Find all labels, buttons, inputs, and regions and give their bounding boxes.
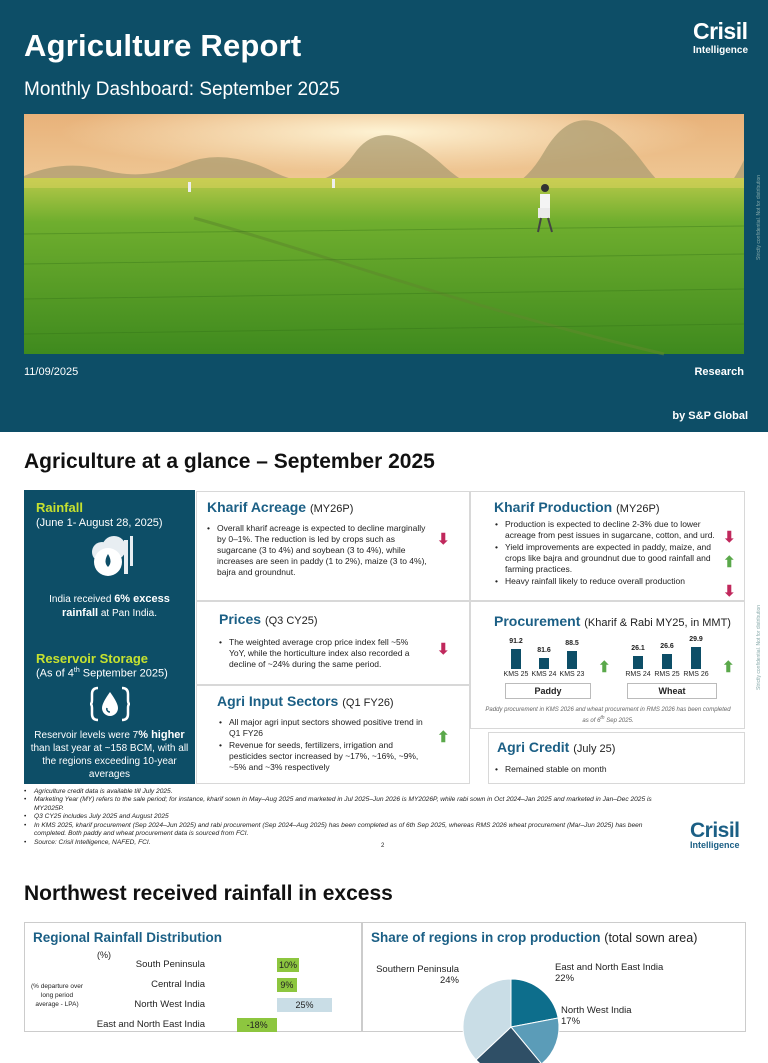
- procurement-category-label: KMS 25: [503, 671, 529, 678]
- agri-credit-card: [488, 732, 745, 784]
- pie-label: East and North East India 22%: [555, 962, 664, 984]
- crisil-logo: [690, 820, 740, 851]
- arrow-down-icon: ⬇: [437, 641, 450, 658]
- kharif-acreage-card: [196, 491, 470, 601]
- procurement-bar: [633, 656, 643, 669]
- bullet: • Remained stable on month: [493, 764, 733, 775]
- arrow-down-icon: ⬇: [723, 583, 736, 600]
- arrow-down-icon: ⬇: [723, 529, 736, 546]
- procurement-bar: [567, 651, 577, 669]
- wheat-group-label: Wheat: [627, 683, 717, 699]
- arrow-down-icon: ⬇: [437, 531, 450, 548]
- bullet: • Overall kharif acreage is expected to decline marginally by 0–1%. The reduction is led by crops such as sugarcane (3 to 4%) and soybean (3 to 4%), while increases are seen in paddy (1 to 2%), maize (3 to 4%), bajra and groundnut.: [205, 523, 427, 578]
- footnote: • Marketing Year (MY) refers to the sale period; for instance, kharif sown in May–Aug 2025 and marketed in Jul 2025–Jun 2026 is MY2026P, while rabi sown in Oct 2024–Jan 2025 and marketed in Jan–Dec 2025 is MY2025P.: [24, 796, 674, 813]
- procurement-value-label: 29.9: [689, 636, 703, 644]
- regional-rainfall-card: [24, 922, 362, 1032]
- procurement-value-label: 26.1: [631, 644, 645, 652]
- rainfall-text: India received 6% excess rainfall at Pan India.: [49, 593, 170, 620]
- arrow-up-icon: ⬆: [722, 659, 735, 676]
- cover-photo-field: [24, 114, 744, 354]
- confidential-note: Strictly confidential. Not for distribution: [756, 174, 762, 260]
- prices-card: [196, 601, 470, 685]
- logo-sub: Intelligence: [690, 840, 740, 850]
- procurement-category-label: RMS 25: [654, 671, 680, 678]
- procurement-category-label: KMS 23: [559, 671, 585, 678]
- rainfall-reservoir-panel: [24, 490, 195, 784]
- agri-input-title: Agri Input Sectors (Q1 FY26): [217, 693, 394, 709]
- rainfall-bar: 9%: [277, 978, 297, 992]
- procurement-value-label: 26.6: [660, 643, 674, 651]
- report-title: Agriculture Report: [24, 28, 302, 63]
- reservoir-title: Reservoir Storage: [36, 651, 148, 666]
- crop-share-title: Share of regions in crop production (total sown area): [371, 930, 698, 945]
- kharif-acreage-title: Kharif Acreage (MY26P): [207, 499, 354, 515]
- page-number: 2: [381, 843, 385, 849]
- procurement-card: [470, 601, 745, 729]
- bullet: • Production is expected to decline 2-3% due to lower acreage from pest issues in sugarcane, cotton, and urd.: [493, 519, 715, 541]
- kharif-acreage-bullets: [205, 523, 427, 579]
- procurement-bar: [539, 658, 549, 669]
- footnote: • In KMS 2025, kharif procurement (Sep 2024–Jun 2025) and rabi procurement (Sep 2024–Aug 2025) has been completed as of 6th Sep 2025, whereas RMS 2026 wheat procurement (Mar–Jun 2025) has been completed. Both paddy and wheat procurement data is sourced from FCI.: [24, 822, 674, 839]
- paddy-group-label: Paddy: [505, 683, 591, 699]
- rainfall-bar: 10%: [278, 960, 297, 970]
- procurement-value-label: 81.6: [537, 646, 551, 654]
- crisil-logo: [693, 20, 748, 56]
- kharif-production-title: Kharif Production (MY26P): [494, 499, 660, 515]
- rainfall-title: Rainfall: [36, 500, 83, 515]
- footnote: • Agriculture credit data is available till July 2025.: [24, 788, 674, 796]
- procurement-bar: [691, 647, 701, 669]
- crop-share-card: [362, 922, 746, 1032]
- report-date: 11/09/2025: [24, 366, 79, 378]
- glance-footnotes: [24, 788, 674, 847]
- prices-bullets: [217, 637, 427, 671]
- logo-sub: Intelligence: [692, 45, 748, 56]
- procurement-category-label: RMS 24: [625, 671, 651, 678]
- footnote: • Source: Crisil Intelligence, NAFED, FCI.: [24, 839, 674, 847]
- reservoir-period: (As of 4th September 2025): [36, 667, 168, 680]
- rainfall-period: (June 1- August 28, 2025): [36, 517, 163, 529]
- agri-input-card: [196, 685, 470, 784]
- arrow-up-icon: ⬆: [598, 659, 611, 676]
- procurement-value-label: 88.5: [565, 640, 579, 648]
- agri-credit-title: Agri Credit (July 25): [497, 739, 616, 755]
- bullet: • Revenue for seeds, fertilizers, irrigation and pesticides sector increased by ~17%, ~16%, ~9%, ~5% and ~3% respectively: [217, 740, 427, 773]
- regional-rainfall-unit: (%): [97, 950, 111, 960]
- rainfall-region-label: Central India: [151, 979, 205, 990]
- sp-global-label: by S&P Global: [672, 410, 748, 422]
- procurement-category-label: KMS 24: [531, 671, 557, 678]
- kharif-production-bullets: [493, 519, 715, 588]
- arrow-up-icon: ⬆: [723, 554, 736, 571]
- rain-cloud-icon: [84, 534, 136, 585]
- pie-label: North West India 17%: [561, 1005, 632, 1027]
- rainfall-region-label: North West India: [134, 999, 205, 1010]
- regional-axis-note: (% departure over long period average - LPA): [30, 983, 84, 1008]
- procurement-bar: [662, 654, 672, 669]
- procurement-value-label: 91.2: [509, 637, 523, 645]
- research-label: Research: [694, 366, 744, 378]
- bullet: • Yield improvements are expected in paddy, maize, and crops like bajra and groundnut due to good rainfall and farming practices.: [493, 542, 715, 575]
- cover-slide: [0, 0, 768, 432]
- procurement-bar: [511, 649, 521, 669]
- procurement-note: Paddy procurement in KMS 2026 and wheat procurement in RMS 2026 has been completed as of 6th Sep 2025.: [485, 707, 731, 724]
- rainfall-bar: 25%: [277, 998, 332, 1012]
- rainfall-region-label: East and North East India: [96, 1019, 205, 1030]
- procurement-title: Procurement (Kharif & Rabi MY25, in MMT): [494, 613, 731, 629]
- glance-heading: Agriculture at a glance – September 2025: [24, 450, 435, 473]
- pie-label: Southern Peninsula 24%: [376, 964, 459, 986]
- agri-credit-bullets: [493, 764, 733, 776]
- rainfall-bar: -18%: [237, 1018, 277, 1032]
- reservoir-text: Reservoir levels were 7% higher than last year at ~158 BCM, with all the regions exceeding 10-year averages: [30, 729, 189, 781]
- prices-title: Prices (Q3 CY25): [219, 611, 318, 627]
- bullet: • All major agri input sectors showed positive trend in Q1 FY26: [217, 717, 427, 739]
- kharif-production-card: [470, 491, 745, 601]
- arrow-up-icon: ⬆: [437, 729, 450, 746]
- footnote: • Q3 CY25 includes July 2025 and August 2025: [24, 813, 674, 821]
- bullet: • Heavy rainfall likely to reduce overall production: [493, 576, 715, 587]
- confidential-note: Strictly confidential. Not for distribution: [756, 604, 762, 690]
- regional-rainfall-title: Regional Rainfall Distribution: [33, 930, 223, 945]
- bullet: • The weighted average crop price index fell ~5% YoY, while the horticulture index also recorded a decline of ~24% during the same period.: [217, 637, 427, 670]
- rainfall-region-label: South Peninsula: [135, 959, 205, 970]
- procurement-category-label: RMS 26: [683, 671, 709, 678]
- report-subtitle: Monthly Dashboard: September 2025: [24, 79, 340, 100]
- northwest-heading: Northwest received rainfall in excess: [24, 882, 393, 905]
- agri-input-bullets: [217, 717, 427, 774]
- logo-brand: Crisil: [692, 18, 748, 44]
- logo-brand: Crisil: [690, 819, 740, 842]
- water-drop-icon: [90, 686, 130, 727]
